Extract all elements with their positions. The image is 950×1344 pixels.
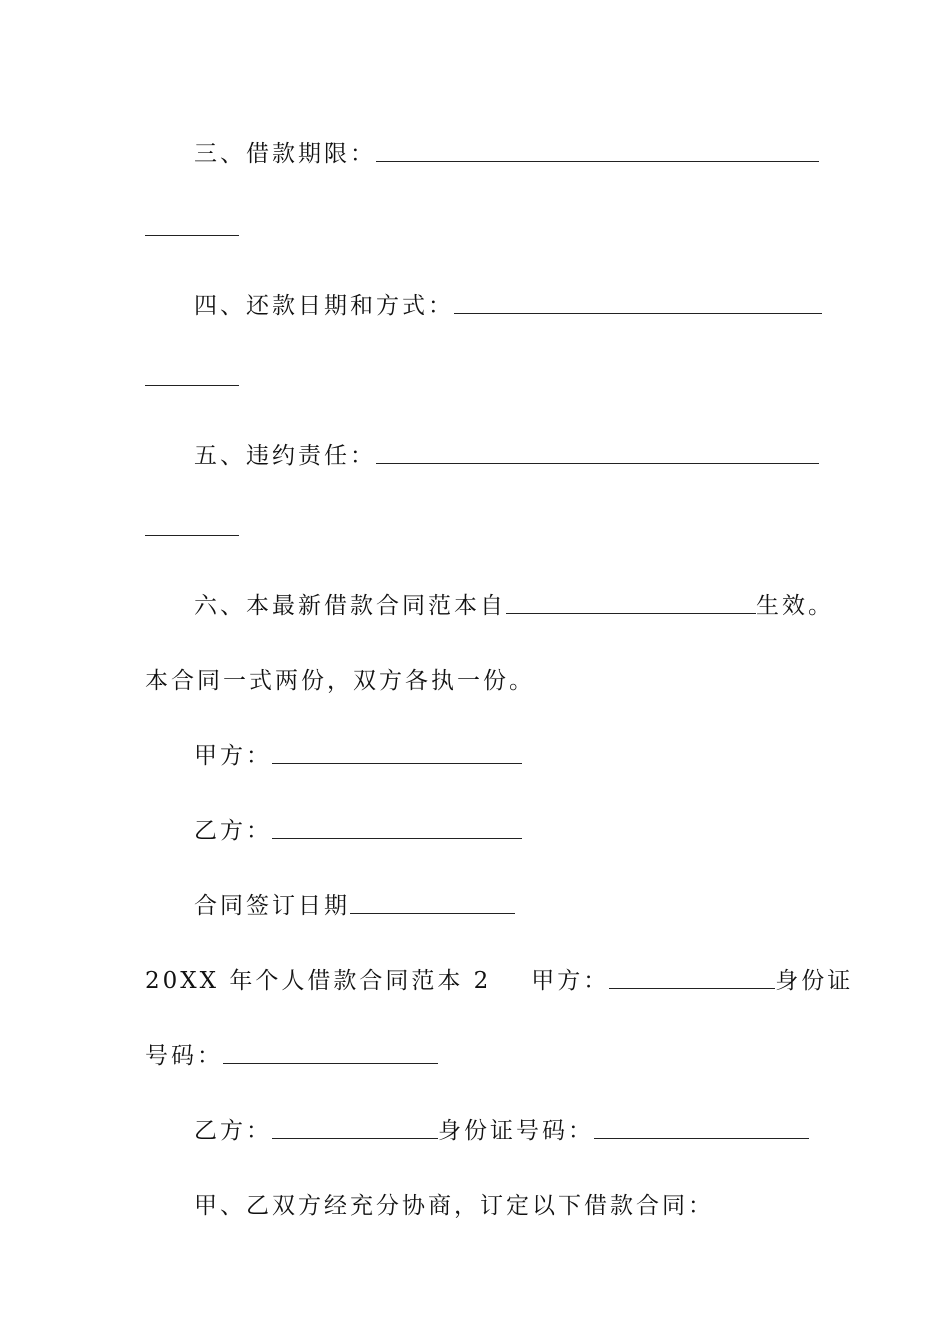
id-number-blank <box>223 1063 438 1064</box>
clause-6-prefix: 六、本最新借款合同范本自 <box>194 593 506 619</box>
second-party-b-row <box>194 1105 809 1145</box>
clause-4-label: 四、还款日期和方式： <box>194 293 454 319</box>
clause-3-blank <box>376 161 819 162</box>
clause-4-blank-continued <box>145 385 239 386</box>
copies-note-row <box>145 655 535 695</box>
party-a-blank <box>272 763 522 764</box>
party-a-row <box>194 730 522 770</box>
id-label-part2: 号码： <box>145 1043 223 1069</box>
sign-date-blank <box>350 913 515 914</box>
sign-date-row <box>194 880 515 920</box>
clause-3-row <box>194 128 819 168</box>
id-number-row <box>145 1030 438 1070</box>
clause-5-blank-continued <box>145 535 239 536</box>
clause-5-label: 五、违约责任： <box>194 443 376 469</box>
clause-5-blank <box>376 463 819 464</box>
party-b-blank <box>272 838 522 839</box>
party-b-label: 乙方： <box>194 818 272 844</box>
id-label-part1: 身份证 <box>775 968 854 994</box>
clause-4-blank <box>454 313 822 314</box>
clause-6-suffix: 生效。 <box>756 593 834 619</box>
party-b-row <box>194 805 522 845</box>
second-party-a-blank <box>609 988 775 989</box>
sign-date-label: 合同签订日期 <box>194 893 350 919</box>
second-contract-row <box>145 955 853 995</box>
clause-4-row <box>194 280 822 320</box>
clause-6-blank <box>506 613 756 614</box>
second-party-b-blank <box>272 1138 438 1139</box>
clause-5-row <box>194 430 819 470</box>
second-party-a-label: 甲方： <box>531 968 610 994</box>
clause-6-row <box>194 580 834 620</box>
second-contract-title: 20XX 年个人借款合同范本 2 <box>145 968 492 994</box>
clause-3-label: 三、借款期限： <box>194 141 376 167</box>
second-party-b-label: 乙方： <box>194 1118 272 1144</box>
party-a-label: 甲方： <box>194 743 272 769</box>
copies-note: 本合同一式两份，双方各执一份。 <box>145 668 535 694</box>
second-party-b-id-label: 身份证号码： <box>438 1118 594 1144</box>
second-party-b-id-blank <box>594 1138 809 1139</box>
agreement-intro-row <box>194 1180 714 1220</box>
agreement-intro: 甲、乙双方经充分协商，订定以下借款合同： <box>194 1193 714 1219</box>
clause-3-blank-continued <box>145 235 239 236</box>
